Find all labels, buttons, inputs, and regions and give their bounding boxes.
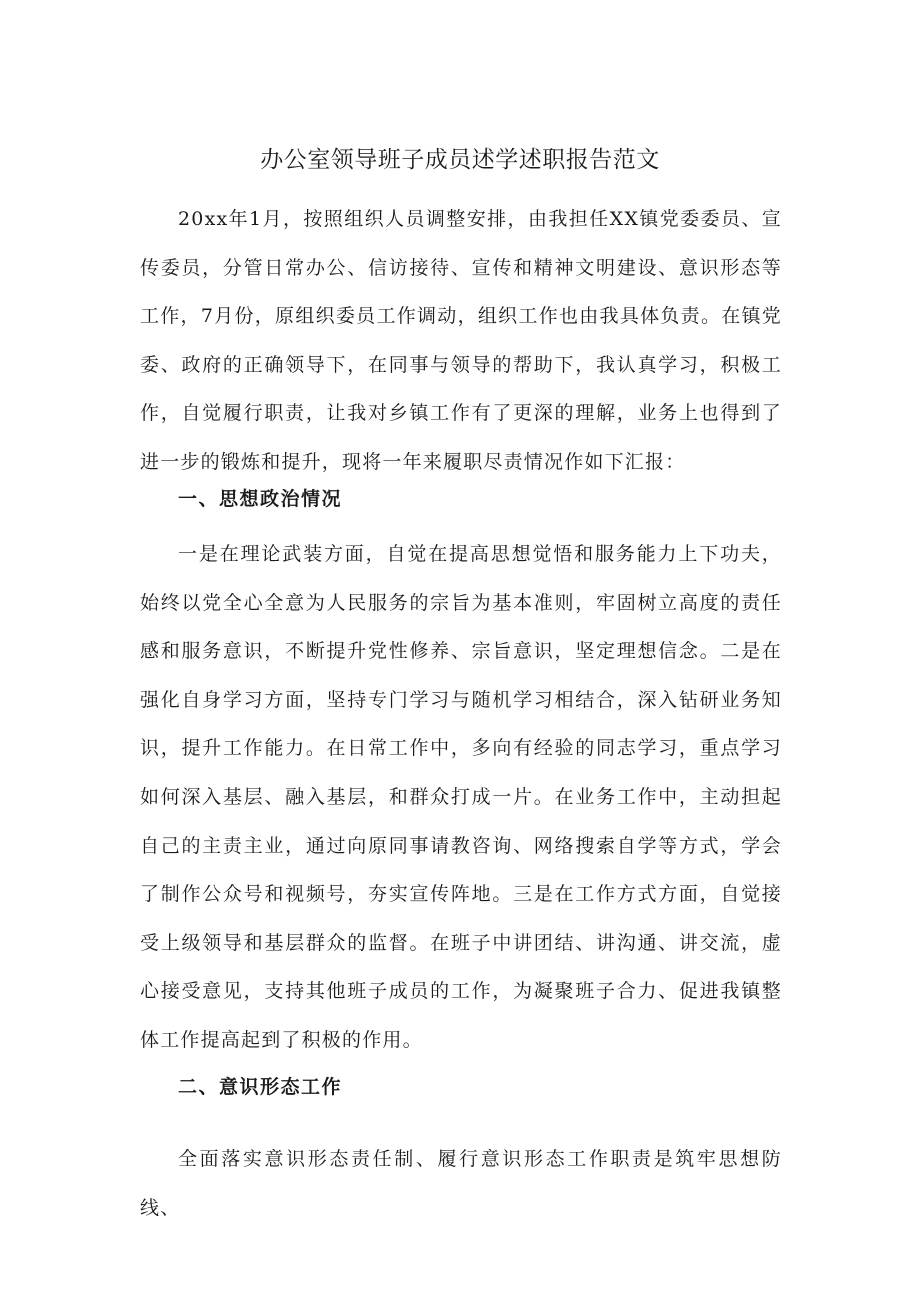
section-heading-political: 一、思想政治情况: [178, 488, 343, 510]
paragraph-ideology: 全面落实意识形态责任制、履行意识形态工作职责是筑牢思想防线、: [140, 1148, 782, 1219]
section-heading-ideology: 二、意识形态工作: [178, 1076, 343, 1098]
paragraph-political: 一是在理论武装方面，自觉在提高思想觉悟和服务能力上下功夫，始终以党全心全意为人民服务的宗旨为基本准则，牢固树立高度的责任感和服务意识，不断提升党性修养、宗旨意识，坚定理想信念。二是在强化自身学习方面，坚持专门学习与随机学习相结合，深入钻研业务知识，提升工作能力。在日常工作中，多向有经验的同志学习，重点学习如何深入基层、融入基层，和群众打成一片。在业务工作中，主动担起自己的主责主业，通过向原同事请教咨询、网络搜索自学等方式，学会了制作公众号和视频号，夯实宣传阵地。三是在工作方式方面，自觉接受上级领导和基层群众的监督。在班子中讲团结、讲沟通、讲交流，虚心接受意见，支持其他班子成员的工作，为凝聚班子合力、促进我镇整体工作提高起到了积极的作用。: [140, 543, 782, 1051]
paragraph-intro: 20xx年1月，按照组织人员调整安排，由我担任XX镇党委委员、宣传委员，分管日常办公、信访接待、宣传和精神文明建设、意识形态等工作，7月份，原组织委员工作调动，组织工作也由我具体负责。在镇党委、政府的正确领导下，在同事与领导的帮助下，我认真学习，积极工作，自觉履行职责，让我对乡镇工作有了更深的理解，业务上也得到了进一步的锻炼和提升，现将一年来履职尽责情况作如下汇报：: [140, 208, 782, 473]
document-title: 办公室领导班子成员述学述职报告范文: [260, 147, 660, 173]
